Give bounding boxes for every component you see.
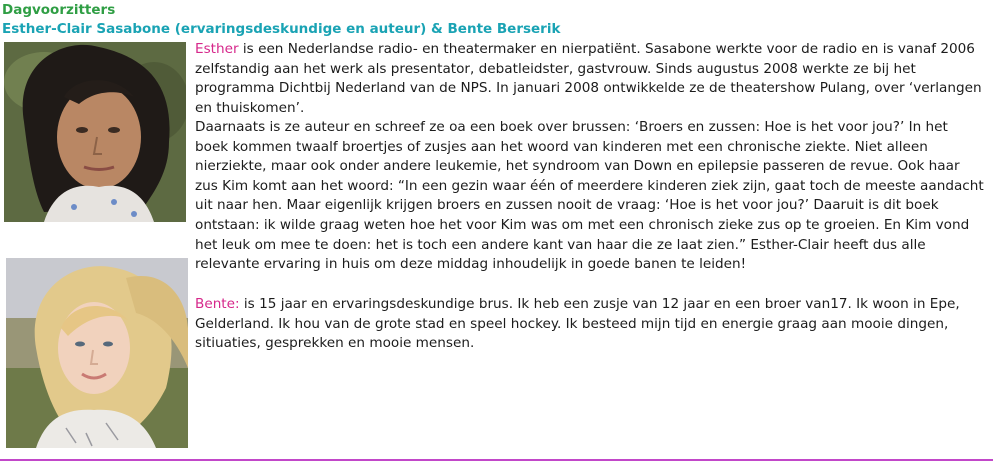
esther-intro-text: is een Nederlandse radio- en theatermaker en nierpatiënt. Sasabone werkte voor de radio en is vanaf 2006 zelfstandig aan het werk als presentator, debatleidster, gastvrouw. Sinds augustus 2008 werkte ze bij het programma Dichtbij Nederland van de NPS. In januari 2008 ontwikkelde ze de theatershow Pulang, over ‘verlangen en thuiskomen’.: [195, 41, 982, 116]
esther-intro-paragraph: [195, 40, 985, 118]
bente-photo: [6, 258, 188, 448]
bente-name: Bente:: [195, 296, 240, 312]
bente-intro-paragraph: [195, 295, 985, 354]
bottom-divider: [0, 459, 993, 461]
esther-name: Esther: [195, 41, 239, 57]
esther-photo: [4, 42, 186, 222]
esther-book-paragraph: Daarnaats is ze auteur en schreef ze oa een boek over brussen: ‘Broers en zussen: Hoe is het voor jou?’ In het boek kommen twaalf broertjes of zusjes aan het woord van kinderen met een chronische ziekte. Niet alleen nierziekte, maar ook onder andere leukemie, het syndroom van Down en epilepsie passeren de revue. Ook haar zus Kim komt aan het woord: “In een gezin waar één of meerdere kinderen ziek zijn, gaat toch de meeste aandacht uit naar hen. Maar eigenlijk krijgen broers en zussen nooit de vraag: ‘Hoe is het voor jou?’ Daaruit is dit boek ontstaan: ik wilde graag weten hoe het voor Kim was om met een chronisch zieke zus op te groeien. En Kim vond het leuk om mee te doen: het is toch een andere kant van haar die ze laat zien.” Esther-Clair heeft dus alle relevante ervaring in huis om deze middag inhoudelijk in goede banen te leiden!: [195, 119, 984, 273]
bente-intro-text: is 15 jaar en ervaringsdeskundige brus. Ik heb een zusje van 12 jaar en een broer van17. Ik woon in Epe, Gelderland. Ik hou van de grote stad en speel hockey. Ik besteed mijn tijd en energie graag aan mooie dingen, sitiuaties, gesprekken en mooie mensen.: [195, 296, 960, 352]
section-heading: Dagvoorzitters: [2, 2, 116, 18]
names-heading: Esther-Clair Sasabone (ervaringsdeskundige en auteur) & Bente Berserik: [2, 21, 561, 37]
